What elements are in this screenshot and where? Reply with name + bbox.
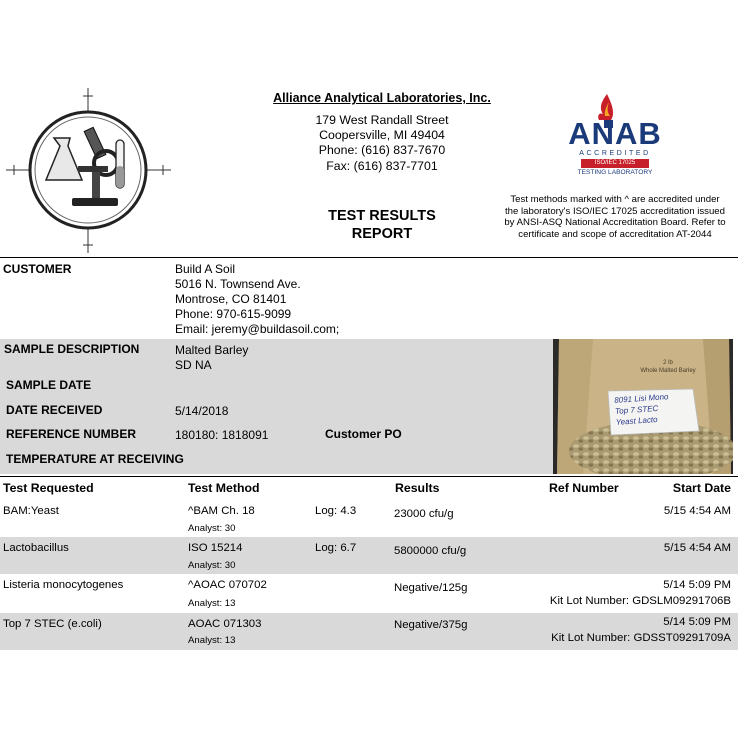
table-row <box>0 574 738 613</box>
customer-city: Montrose, CO 81401 <box>175 292 287 306</box>
anab-iso-badge: ISO/IEC 17025 <box>581 159 649 168</box>
table-top-divider <box>0 476 738 477</box>
header-test-requested: Test Requested <box>3 481 94 495</box>
row-log: Log: 4.3 <box>315 505 357 517</box>
row-test: Lactobacillus <box>3 542 69 554</box>
sample-date-label: SAMPLE DATE <box>6 378 92 392</box>
row-kit-lot: Kit Lot Number: GDSST09291709A <box>551 632 731 644</box>
row-test: Top 7 STEC (e.coli) <box>3 618 102 630</box>
lab-address <box>230 113 534 174</box>
row-kit-lot: Kit Lot Number: GDSLM09291706B <box>549 595 731 607</box>
row-method: ^AOAC 070702 <box>188 579 267 591</box>
address-city: Coopersville, MI 49404 <box>319 128 445 143</box>
temperature-label: TEMPERATURE AT RECEIVING <box>6 452 184 466</box>
photo-note-line-3: Yeast Lacto <box>615 414 658 427</box>
header-start-date: Start Date <box>672 481 731 495</box>
row-start-date: 5/14 5:09 PM <box>663 579 731 591</box>
photo-bag-label <box>633 359 703 375</box>
photo-bag-weight: 2 lb <box>663 360 673 366</box>
lab-logo <box>6 88 171 253</box>
table-row <box>0 613 738 650</box>
anab-accredited: ACCREDITED <box>579 150 651 157</box>
report-title-line-1: TEST RESULTS <box>328 208 436 224</box>
row-result: 5800000 cfu/g <box>394 545 467 557</box>
customer-phone: Phone: 970-615-9099 <box>175 307 292 321</box>
header-divider <box>0 257 738 258</box>
row-start-date: 5/15 4:54 AM <box>663 505 731 517</box>
row-test: BAM:Yeast <box>3 505 59 517</box>
anab-wordmark: ANAB <box>568 116 662 151</box>
table-row <box>0 500 738 537</box>
table-row <box>0 537 738 574</box>
customer-email: Email: jeremy@buildasoil.com; <box>175 322 340 336</box>
date-received-value: 5/14/2018 <box>175 404 229 418</box>
microscope-icon <box>6 88 171 253</box>
lab-name: Alliance Analytical Laboratories, Inc. <box>273 91 491 105</box>
header-ref-number: Ref Number <box>549 481 619 495</box>
photo-note-line-1: 8091 Lisi Mono <box>613 392 669 405</box>
row-result: Negative/375g <box>394 619 468 631</box>
anab-testing-lab: TESTING LABORATORY <box>577 169 653 176</box>
photo-bag-product: Whole Malted Barley <box>640 368 696 374</box>
customer-info <box>175 262 339 337</box>
customer-name: Build A Soil <box>175 262 236 276</box>
sample-photo <box>553 339 733 474</box>
row-analyst: Analyst: 13 <box>188 635 236 646</box>
row-log: Log: 6.7 <box>315 542 357 554</box>
accreditation-note: Test methods marked with ^ are accredited under the laboratory's ISO/IEC 17025 accreditation issued by ANSI-ASQ National Accreditation Board. Refer to certificate and scope of accreditation AT-2044 <box>504 194 726 240</box>
row-method: ^BAM Ch. 18 <box>188 505 255 517</box>
address-street: 179 West Randall Street <box>315 113 449 127</box>
report-title <box>272 207 492 243</box>
row-result: 23000 cfu/g <box>394 508 454 520</box>
row-analyst: Analyst: 13 <box>188 598 236 609</box>
sample-description-line-2: SD NA <box>175 358 212 372</box>
photo-note-line-2: Top 7 STEC <box>614 403 659 416</box>
row-start-date: 5/15 4:54 AM <box>663 542 731 554</box>
row-method: ISO 15214 <box>188 542 243 554</box>
photo-handwritten-note <box>614 391 670 428</box>
row-method: AOAC 071303 <box>188 618 262 630</box>
row-analyst: Analyst: 30 <box>188 523 236 534</box>
row-result: Negative/125g <box>394 582 468 594</box>
customer-po-label: Customer PO <box>325 427 402 441</box>
report-title-line-2: REPORT <box>351 226 413 242</box>
sample-description <box>175 343 248 373</box>
reference-number-label: REFERENCE NUMBER <box>6 427 137 441</box>
row-analyst: Analyst: 30 <box>188 560 236 571</box>
header-test-method: Test Method <box>188 481 260 495</box>
reference-number-value: 180180: 1818091 <box>175 428 269 442</box>
sample-description-label: SAMPLE DESCRIPTION <box>4 342 140 356</box>
address-phone: Phone: (616) 837-7670 <box>318 143 446 158</box>
date-received-label: DATE RECEIVED <box>6 403 103 417</box>
address-fax: Fax: (616) 837-7701 <box>326 158 438 173</box>
row-start-date: 5/14 5:09 PM <box>663 616 731 628</box>
header-results: Results <box>395 481 440 495</box>
customer-label: CUSTOMER <box>3 262 72 276</box>
row-test: Listeria monocytogenes <box>3 579 124 591</box>
sample-description-line-1: Malted Barley <box>175 343 249 357</box>
anab-logo <box>555 90 675 180</box>
customer-street: 5016 N. Townsend Ave. <box>175 277 301 291</box>
